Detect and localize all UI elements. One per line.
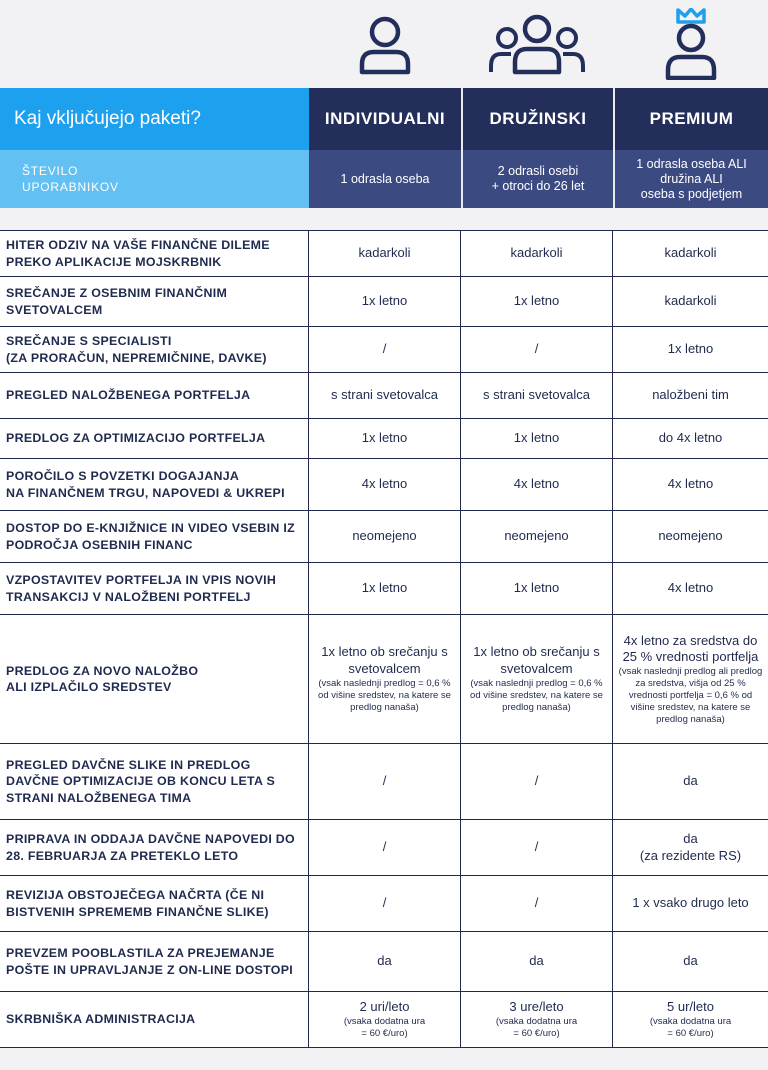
cell-value: 1x letno (667, 341, 714, 357)
feature-label-text: HITER ODZIV NA VAŠE FINANČNE DILEME PREKO APLIKACIJE MOJSKRBNIK (6, 238, 270, 269)
cell-value: kadarkoli (664, 293, 717, 309)
feature-label (0, 277, 309, 326)
cell-value: da (za rezidente RS) (639, 831, 742, 863)
table-row (0, 327, 768, 373)
cell-value: 3 ure/leto (509, 999, 564, 1014)
table-row (0, 876, 768, 932)
feature-label-text: PREDLOG ZA OPTIMIZACIJO PORTFELJA (6, 431, 266, 446)
cell-value: 1 x vsako drugo leto (632, 895, 749, 911)
cell-value: neomejeno (504, 528, 569, 544)
feature-label (0, 876, 309, 931)
cell-value: / (382, 773, 387, 789)
packages-question: Kaj vključujejo paketi? (0, 88, 309, 150)
cell-premium (613, 373, 768, 418)
cell-value: 1x letno (361, 293, 408, 309)
cell-premium (613, 744, 768, 819)
table-row (0, 419, 768, 459)
cell-value: 4x letno (361, 476, 408, 492)
cell-value: / (382, 839, 387, 855)
users-druzinski (463, 150, 613, 208)
feature-label-text: PREDLOG ZA NOVO NALOŽBO ALI IZPLAČILO SREDSTEV (6, 663, 199, 694)
cell-premium (613, 932, 768, 991)
cell-druzinski (461, 277, 613, 326)
feature-label (0, 992, 309, 1047)
cell-value: naložbeni tim (652, 387, 729, 403)
package-druzinski: DRUŽINSKI (463, 88, 613, 150)
cell-value: da (683, 953, 698, 969)
cell-premium (613, 563, 768, 614)
feature-label (0, 459, 309, 510)
cell-value: 4x letno (667, 476, 714, 492)
cell-value: / (534, 839, 539, 855)
feature-label-text: PRIPRAVA IN ODDAJA DAVČNE NAPOVEDI DO 28. FEBRUARJA ZA PRETEKLO LETO (6, 832, 295, 863)
feature-label-text: SREČANJE S SPECIALISTI (ZA PRORAČUN, NEPREMIČNINE, DAVKE) (6, 334, 267, 365)
feature-label-text: PREGLED DAVČNE SLIKE IN PREDLOG DAVČNE OPTIMIZACIJE OB KONCU LETA S STRANI NALOŽBENEGA TIMA (6, 758, 276, 805)
cell-value: neomejeno (658, 528, 723, 544)
cell-value: 1x letno ob srečanju s svetovalcem (321, 644, 448, 676)
feature-label-text: POROČILO S POVZETKI DOGAJANJA NA FINANČNEM TRGU, NAPOVEDI & UKREPI (6, 469, 285, 500)
cell-value: / (534, 773, 539, 789)
cell-value: do 4x letno (658, 430, 723, 446)
table-row (0, 277, 768, 327)
cell-individualni (309, 231, 461, 276)
cell-value: 1x letno (513, 293, 560, 309)
cell-premium (613, 327, 768, 372)
cell-premium (613, 459, 768, 510)
cell-value: kadarkoli (664, 245, 717, 261)
cell-premium (613, 615, 768, 743)
cell-premium (613, 277, 768, 326)
cell-druzinski (461, 744, 613, 819)
table-row (0, 563, 768, 615)
cell-note: (vsak naslednji predlog = 0,6 % od višine sredstev, na katere se predlog nanaša) (318, 677, 451, 713)
users-row (0, 150, 768, 208)
cell-premium (613, 231, 768, 276)
feature-label-text: PREGLED NALOŽBENEGA PORTFELJA (6, 388, 251, 403)
cell-value: 2 uri/leto (359, 999, 410, 1014)
features-table (0, 230, 768, 1048)
cell-value: / (534, 895, 539, 911)
feature-label (0, 615, 309, 743)
users-value: 1 odrasla oseba (340, 171, 430, 186)
feature-label-text: DOSTOP DO E-KNJIŽNICE IN VIDEO VSEBIN IZ PODROČJA OSEBNIH FINANC (6, 521, 295, 552)
cell-note: (vsak naslednji predlog = 0,6 % od višine sredstev, na katere se predlog nanaša) (470, 677, 603, 713)
feature-label-text: REVIZIJA OBSTOJEČEGA NAČRTA (ČE NI BISTVENIH SPREMEMB FINANČNE SLIKE) (6, 888, 269, 919)
cell-premium (613, 876, 768, 931)
cell-druzinski (461, 615, 613, 743)
cell-premium (613, 992, 768, 1047)
cell-value: 1x letno ob srečanju s svetovalcem (473, 644, 600, 676)
table-row (0, 992, 768, 1048)
cell-value: / (382, 341, 387, 357)
cell-value: s strani svetovalca (331, 387, 438, 403)
cell-druzinski (461, 820, 613, 875)
cell-individualni (309, 615, 461, 743)
cell-value: / (382, 895, 387, 911)
feature-label (0, 511, 309, 562)
cell-druzinski (461, 563, 613, 614)
feature-label-text: VZPOSTAVITEV PORTFELJA IN VPIS NOVIH TRANSAKCIJ V NALOŽBENI PORTFELJ (6, 573, 277, 604)
cell-individualni (309, 277, 461, 326)
cell-druzinski (461, 419, 613, 458)
cell-value: kadarkoli (358, 245, 411, 261)
users-label-text: ŠTEVILO UPORABNIKOV (22, 163, 119, 194)
packages-header (0, 88, 768, 150)
cell-individualni (309, 419, 461, 458)
cell-value: 4x letno (667, 580, 714, 596)
feature-label (0, 563, 309, 614)
cell-druzinski (461, 511, 613, 562)
cell-value: da (529, 953, 544, 969)
users-premium (615, 150, 768, 208)
table-row (0, 744, 768, 820)
table-row (0, 459, 768, 511)
package-individualni: INDIVIDUALNI (309, 88, 461, 150)
cell-individualni (309, 992, 461, 1047)
cell-value: 1x letno (361, 430, 408, 446)
feature-label (0, 373, 309, 418)
cell-value: / (534, 341, 539, 357)
cell-individualni (309, 327, 461, 372)
cell-premium (613, 820, 768, 875)
cell-note: (vsak naslednji predlog ali predlog za sredstva, višja od 25 % vrednosti portfelja = 0,6 % od višine sredstev, na katere se predlog nanaša) (618, 666, 763, 725)
cell-value: 5 ur/leto (667, 999, 714, 1014)
cell-value: kadarkoli (510, 245, 563, 261)
cell-individualni (309, 511, 461, 562)
package-premium: PREMIUM (615, 88, 768, 150)
cell-druzinski (461, 231, 613, 276)
users-label (0, 150, 309, 208)
table-row (0, 615, 768, 744)
cell-druzinski (461, 932, 613, 991)
cell-value: s strani svetovalca (483, 387, 590, 403)
crowned-user-icon (613, 0, 768, 88)
users-value: 1 odrasla oseba ALI družina ALI oseba s podjetjem (636, 156, 747, 201)
feature-label (0, 744, 309, 819)
feature-label (0, 820, 309, 875)
cell-value: 1x letno (361, 580, 408, 596)
cell-druzinski (461, 459, 613, 510)
feature-label (0, 327, 309, 372)
cell-note: (vsaka dodatna ura = 60 €/uro) (649, 1016, 732, 1040)
cell-premium (613, 511, 768, 562)
table-row (0, 511, 768, 563)
cell-individualni (309, 820, 461, 875)
cell-value: 1x letno (513, 580, 560, 596)
cell-druzinski (461, 327, 613, 372)
table-row (0, 373, 768, 419)
cell-individualni (309, 373, 461, 418)
feature-label-text: SKRBNIŠKA ADMINISTRACIJA (6, 1012, 196, 1027)
cell-individualni (309, 932, 461, 991)
table-row (0, 231, 768, 277)
cell-druzinski (461, 992, 613, 1047)
cell-value: 4x letno za sredstva do 25 % vrednosti portfelja (622, 632, 759, 664)
single-user-icon (309, 0, 461, 88)
cell-druzinski (461, 373, 613, 418)
feature-label (0, 231, 309, 276)
table-row (0, 820, 768, 876)
cell-individualni (309, 876, 461, 931)
cell-value: neomejeno (352, 528, 417, 544)
cell-individualni (309, 563, 461, 614)
feature-label-text: SREČANJE Z OSEBNIM FINANČNIM SVETOVALCEM (6, 286, 228, 317)
cell-value: 4x letno (513, 476, 560, 492)
cell-premium (613, 419, 768, 458)
cell-value: da (683, 773, 698, 789)
cell-value: 1x letno (513, 430, 560, 446)
cell-note: (vsaka dodatna ura = 60 €/uro) (495, 1016, 578, 1040)
users-individualni (309, 150, 461, 208)
feature-label (0, 419, 309, 458)
users-value: 2 odrasli osebi + otroci do 26 let (491, 164, 585, 193)
feature-label-text: PREVZEM POOBLASTILA ZA PREJEMANJE POŠTE IN UPRAVLJANJE Z ON-LINE DOSTOPI (6, 946, 294, 977)
package-icons-row (0, 0, 768, 88)
cell-value: da (377, 953, 392, 969)
table-row (0, 932, 768, 992)
group-users-icon (461, 0, 613, 88)
cell-individualni (309, 744, 461, 819)
cell-note: (vsaka dodatna ura = 60 €/uro) (343, 1016, 426, 1040)
feature-label (0, 932, 309, 991)
cell-individualni (309, 459, 461, 510)
cell-druzinski (461, 876, 613, 931)
